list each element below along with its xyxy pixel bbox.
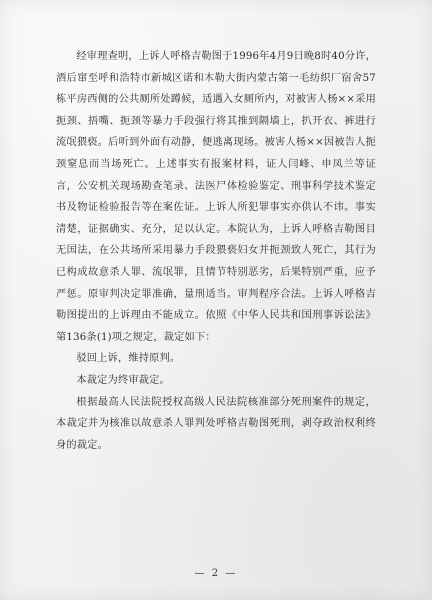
document-body — [56, 46, 376, 456]
paragraph-final: 本裁定为终审裁定。 — [76, 374, 170, 386]
paragraph-ruling: 驳回上诉，维持原判。 — [76, 353, 181, 365]
paragraph-approval: 根据最高人民法院授权高级人民法院核准部分死刑案件的规定，本裁定并为核准以故意杀人罪判处呼格吉勒图死刑，剥夺政治权利终身的裁定。 — [56, 396, 376, 451]
paragraph-findings: 经审理查明，上诉人呼格吉勒图于1996年4月9日晚8时40分许，酒后窜至呼和浩特市新城区诺和木勒大街内蒙古第一毛纺织厂宿舍57栋平房西侧的公共厕所处蹲候，适遇入女厕所内，对被害人杨××采用扼颈、捂嘴、扼颈等暴力手段强行将其推到隔墙上，扒开衣、裤进行流氓猥亵。后听到外面有动静，便逃离现场。被害人杨××因被告人扼颈窒息而当场死亡。上述事实有报案材料，证人闫峰、申凤兰等证言，公安机关现场勘查笔录、法医尸体检验鉴定、刑事科学技术鉴定书及物证检验报告等在案佐证。上诉人所犯罪事实亦供认不讳。事实清楚，证据确实、充分，足以认定。本院认为，上诉人呼格吉勒图目无国法，在公共场所采用暴力手段猥亵妇女并扼颈致人死亡，其行为已构成故意杀人罪、流氓罪，且情节特别恶劣，后果特别严重，应予严惩。原审判决定罪准确，量刑适当。审判程序合法。上诉人呼格吉勒图提出的上诉理由不能成立。依照《中华人民共和国刑事诉讼法》第136条(1)项之规定，裁定如下： — [56, 51, 376, 343]
page-number: — 2 — — [194, 568, 238, 579]
